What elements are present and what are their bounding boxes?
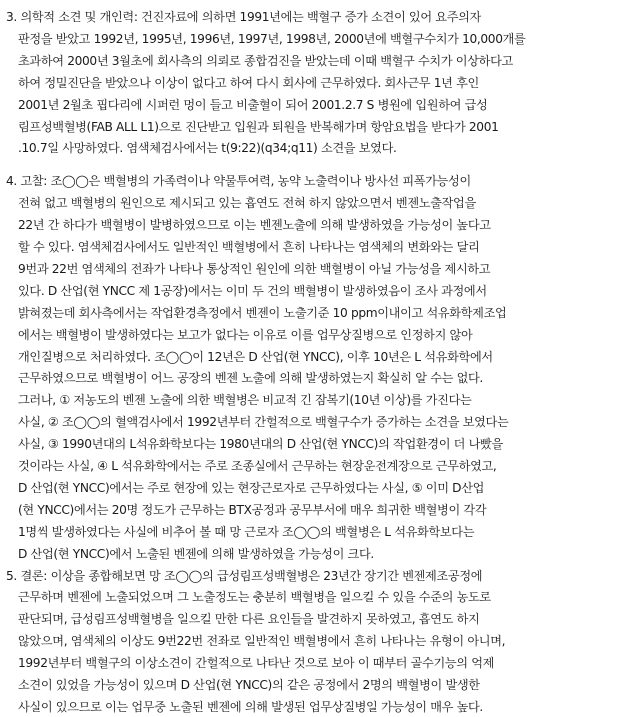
text-line: 밝혀졌는데 회사측에서는 작업환경측정에서 벤젠이 노출기준 10 ppm이내이고 석유화학제조업 <box>18 305 507 320</box>
text-line: 판정을 받았고 1992년, 1995년, 1996년, 1997년, 1998년, 2000년에 백혈구수치가 10,000개를 <box>18 31 526 46</box>
text-line: 근무하며 벤젠에 노출되었으며 그 노출정도는 충분히 백혈병을 일으킬 수 있을 수준의 농도로 <box>18 590 491 605</box>
text-line: D 산업(현 YNCC)에서 노출된 벤젠에 의해 발생하였을 가능성이 크다. <box>18 546 374 561</box>
text-line: 전혀 없고 백혈병의 원인으로 제시되고 있는 흡연도 전혀 하지 않았으면서 벤젠노출작업을 <box>18 196 476 211</box>
text-line: 근무하였으므로 백혈병이 어느 공장의 벤젠 노출에 의해 발생하였는지 확실히 알 수는 없다. <box>18 371 483 386</box>
text-line: 판단되며, 급성림프성백혈병을 일으킬 만한 다른 요인들을 발견하지 못하였고, 흡연도 하지 <box>18 612 480 627</box>
text-line: (현 YNCC)에서는 20명 정도가 근무하는 BTX공정과 공무부서에 매우 희귀한 백혈병이 각각 <box>18 502 487 517</box>
text-line: 1992년부터 백혈구의 이상소견이 간헐적으로 나타난 것으로 보아 이 때부터 골수기능의 억제 <box>18 656 495 671</box>
text-line: 5. 결론: 이상을 종합해보면 망 조◯◯의 급성림프성백혈병은 23년간 장기간 벤젠제조공정에 <box>6 568 483 583</box>
text-line: 9번과 22번 염색체의 전좌가 나타나 통상적인 원인에 의한 백혈병이 아닐 가능성을 제시하고 <box>18 261 491 276</box>
text-line: 초과하여 2000년 3월초에 회사측의 의뢰로 종합검진을 받았는데 이때 백혈구 수치가 이상하다고 <box>18 53 513 68</box>
text-line: 않았으며, 염색체의 이상도 9번22번 전좌로 일반적인 백혈병에서 흔히 나타나는 유형이 아니며, <box>18 634 506 649</box>
text-line: 1명씩 발생하였다는 사실에 비추어 볼 때 망 근로자 조◯◯의 백혈병은 L 석유화학보다는 <box>18 524 475 539</box>
text-line: 사실이 있으므로 이는 업무중 노출된 벤젠에 의해 발생된 업무상질병일 가능성이 매우 높다. <box>18 699 483 714</box>
text-line: 하여 정밀진단을 받았으나 이상이 없다고 하여 다시 회사에 근무하였다. 회사근무 1년 후인 <box>18 75 479 90</box>
text-line: 2001년 2월초 핍다리에 시퍼런 멍이 들고 비출혈이 되어 2001.2.7 S 병원에 입원하여 급성 <box>18 97 488 112</box>
text-line: 3. 의학적 소견 및 개인력: 건진자료에 의하면 1991년에는 백혈구 증가 소견이 있어 요주의자 <box>6 10 481 24</box>
text-line: 있다. D 산업(현 YNCC 제 1공장)에서는 이미 두 건의 백혈병이 발생하였음이 조사 과정에서 <box>18 283 487 298</box>
text-line: 그러나, ① 저농도의 벤젠 노출에 의한 백혈병은 비교적 긴 잠복기(10년 이상)를 가진다는 <box>18 393 472 408</box>
text-line: 4. 고찰: 조◯◯은 백혈병의 가족력이나 약물투여력, 농약 노출력이나 방사선 피폭가능성이 <box>6 174 471 189</box>
text-line: 림프성백혈병(FAB ALL L1)으로 진단받고 입원과 퇴원을 반복해가며 항암요법을 받다가 2001 <box>18 119 499 134</box>
text-line: 개인질병으로 처리하였다. 조◯◯이 12년은 D 산업(현 YNCC), 이후 10년은 L 석유화학에서 <box>18 349 493 364</box>
text-line: 사실, ② 조◯◯의 혈액검사에서 1992년부터 간헐적으로 백혈구수가 증가하는 소견을 보였다는 <box>18 415 509 430</box>
text-line: D 산업(현 YNCC)에서는 주로 현장에 있는 현장근로자로 근무하였다는 사실, ⑤ 이미 D산업 <box>18 480 485 495</box>
text-line: 22년 간 하다가 백혈병이 발병하였으므로 이는 벤젠노출에 의해 발생하였을 가능성이 높다고 <box>18 218 491 233</box>
text-line: 소견이 있었을 가능성이 있으며 D 산업(현 YNCC)의 같은 공정에서 2명의 백혈병이 발생한 <box>18 678 480 692</box>
text-line: 것이라는 사실, ④ L 석유화학에서는 주로 조종실에서 근무하는 현장운전계장으로 근무하였고, <box>18 459 497 473</box>
text-line: .10.7일 사망하였다. 염색체검사에서는 t(9:22)(q34;q11) 소견을 보였다. <box>18 141 397 156</box>
text-line: 에서는 백혈병이 발생하였다는 보고가 없다는 이유로 이를 업무상질병으로 인정하지 않아 <box>18 327 473 342</box>
text-line: 할 수 있다. 염색체검사에서도 일반적인 백혈병에서 흔히 나타나는 염색체의 변화와는 달리 <box>18 240 480 254</box>
text-line: 사실, ③ 1990년대의 L석유화학보다는 1980년대의 D 산업(현 YNCC)의 작업환경이 더 나빴을 <box>18 437 503 452</box>
